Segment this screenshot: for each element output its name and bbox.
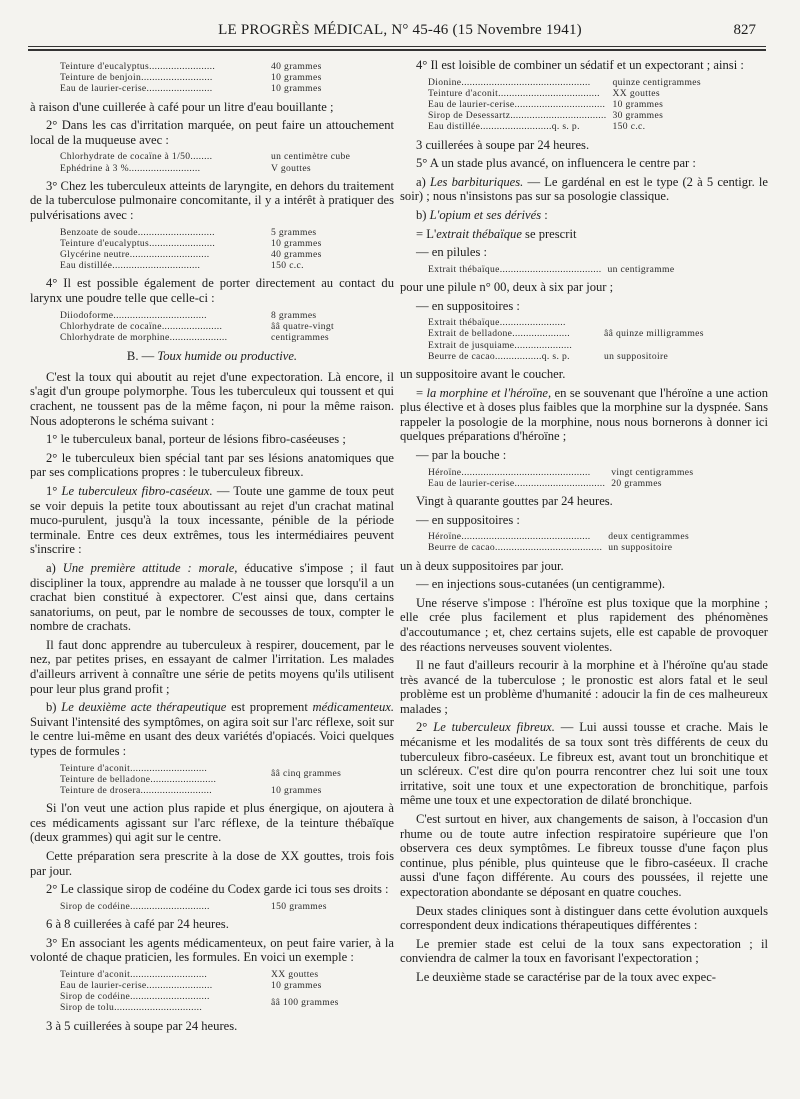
rx-quantity: 10 grammes <box>271 979 322 991</box>
page-header <box>0 18 800 42</box>
subtitle: Une première attitude : morale, <box>62 560 238 575</box>
rx-ingredient: Eau de laurier-cerise................................. <box>428 477 606 489</box>
subtitle: Les barbituriques. <box>429 174 524 189</box>
paragraph: — en pilules : <box>416 245 488 260</box>
prescription <box>30 61 394 95</box>
rx-quantity: 20 grammes <box>611 477 662 489</box>
header-rule <box>28 46 766 47</box>
paragraph <box>30 484 394 557</box>
text: — Toute une gamme de toux peut se voir depuis la petite toux aboutissant au rejet d'un crachat matinal muco-purulent, jusqu'à la toux incessante, pénible de la période terminale. Entre ces deux extrêmes, tous les intermédiaires peuvent s'inscrire : <box>30 483 394 557</box>
rx-quantity: 10 grammes <box>271 72 322 84</box>
text: est proprement <box>226 700 313 715</box>
paragraph: — en suppositoires : <box>416 298 520 313</box>
rx-ingredient: Teinture d'eucalyptus........................ <box>60 61 216 72</box>
rx-quantity: 5 grammes <box>271 226 317 238</box>
rx-quantity: 40 grammes <box>271 248 322 260</box>
prescription <box>400 317 768 362</box>
rx-ingredient: Teinture de drosera.......................... <box>60 785 213 797</box>
rx-ingredient: Teinture d'aconit............................ <box>60 968 208 980</box>
paragraph: un à deux suppositoires par jour. <box>400 558 564 573</box>
paragraph: 1° le tuberculeux banal, porteur de lésions fibro-caséeuses ; <box>46 432 346 447</box>
rx-quantity: 10 grammes <box>271 237 322 249</box>
rx-quantity: un centimètre cube <box>271 151 351 163</box>
paragraph: Le deuxième stade se caractérise par de la toux avec expec- <box>416 969 716 984</box>
prescription <box>30 227 394 272</box>
rx-quantity: XX gouttes <box>271 968 319 980</box>
text: Suivant l'intensité des symptômes, on agira soit sur l'arc réflexe, soit sur le centre lui-même en usant des deux variétés d'opiacés. Voici quelques types de formules : <box>30 714 394 759</box>
rx-ingredient: Eau de laurier-cerise........................ <box>60 979 213 991</box>
paragraph: Il ne faut d'ailleurs recourir à la morphine et à l'héroïne qu'au stade très avancé de la tuberculose ; le pronostic est alors fatal et le seul problème est un problème d'humanité : adoucir la fin de ces malheureux malades ; <box>400 658 768 716</box>
text: en se souvenant que l'héroïne a une action plus élective et à doses plus faibles que la morphine sur la dyspnée. Sans rappeler la posologie de la morphine, nous nous bornerons à donner ici quelques préparations d'héroïne ; <box>400 385 768 444</box>
rx-quantity: XX gouttes <box>612 87 660 99</box>
rx-quantity: centigrammes <box>271 331 330 343</box>
subtitle: Le tuberculeux fibreux. <box>433 720 555 735</box>
rx-ingredient: Héroïne............................................... <box>428 531 591 543</box>
paragraph: C'est surtout en hiver, aux changements de saison, à l'occasion d'un rhume ou de toute autre infection respiratoire supérieure que l'on observera ces deux symptômes. Le fibreux tousse d'une façon plus continue, plus pénible, plus quinteuse que le fibro-caséeux. Il crache aussi d'une façon différente. Au cours des poussées, il rejette une expectoration abondante se déposant en quatre couches. <box>400 812 768 899</box>
paragraph: — en suppositoires : <box>416 512 520 527</box>
paragraph: pour une pilule n° 00, deux à six par jour ; <box>400 279 614 294</box>
paragraph: — par la bouche : <box>416 447 507 462</box>
rx-ingredient: Sirop de codéine............................. <box>60 991 210 1003</box>
journal-title: LE PROGRÈS MÉDICAL, N° 45-46 (15 Novembre 1941) <box>218 22 582 38</box>
prescription <box>30 969 394 1014</box>
rx-ingredient: Teinture d'aconit............................ <box>60 762 208 774</box>
section-heading <box>30 349 394 364</box>
header-rule-thick <box>28 49 766 51</box>
prescription <box>30 151 394 173</box>
lead: b) <box>46 700 62 715</box>
paragraph <box>30 561 394 634</box>
paragraph: un suppositoire avant le coucher. <box>400 366 566 381</box>
rx-ingredient: Beurre de cacao....................................... <box>428 542 603 554</box>
subtitle: extrait thébaïque <box>436 226 522 241</box>
paragraph: 6 à 8 cuillerées à café par 24 heures. <box>46 917 229 931</box>
lead: 1° <box>46 483 62 498</box>
lead: b) <box>416 207 430 222</box>
paragraph <box>400 175 768 204</box>
text: éducative s'impose ; il faut discipliner la toux, apprendre au malade à ne tousser que lorsqu'il a un crachat bien constitué à expectorer. C'est ainsi que, dans certains sanatoriums, on peut, par le nombre de secousses de toux, compter le nombre de crachats. <box>30 560 394 634</box>
rx-quantity: 10 grammes <box>271 785 322 797</box>
rx-quantity: ââ 100 grammes <box>271 996 339 1008</box>
section-title: Toux humide ou productive. <box>157 349 298 364</box>
paragraph: 3 cuillerées à soupe par 24 heures. <box>416 137 590 152</box>
paragraph: 5° A un stade plus avancé, on influencera le centre par : <box>416 156 696 171</box>
paragraph: — en injections sous-cutanées (un centigramme). <box>416 577 665 592</box>
paragraph <box>400 227 768 242</box>
rx-quantity: ââ quinze milligrammes <box>604 328 704 340</box>
lead: a) <box>46 560 63 575</box>
rx-quantity: un centigramme <box>607 263 675 275</box>
rx-ingredient: Eau de laurier-cerise................................. <box>428 99 606 110</box>
paragraph <box>30 700 394 758</box>
prescription <box>400 264 768 275</box>
paragraph: à raison d'une cuillerée à café pour un litre d'eau bouillante ; <box>30 99 334 114</box>
paragraph: Cette préparation sera prescrite à la dose de XX gouttes, trois fois par jour. <box>30 849 394 878</box>
subtitle: Le deuxième acte thérapeutique <box>61 700 227 715</box>
paragraph: 3° Chez les tuberculeux atteints de laryngite, en dehors du traitement de la tuberculose pulmonaire concomitante, il y a intérêt à pratiquer des pulvérisations avec : <box>30 178 394 222</box>
paragraph: Il faut donc apprendre au tuberculeux à respirer, doucement, par le nez, par petites prises, en essayant de calmer l'irritation. Les malades d'ailleurs arrivent à connaître une série de petits moyens qu'ils utilisent pour leur plus grand profit ; <box>30 637 394 696</box>
rx-quantity: 150 c.c. <box>271 260 304 272</box>
rx-quantity: 30 grammes <box>612 110 664 122</box>
rx-ingredient: Sirop de tolu................................ <box>60 1002 203 1014</box>
rx-ingredient: Sirop de Desessartz................................... <box>428 110 607 122</box>
text: — Le gardénal en est le type (2 à 5 centigr. le soir) ; nous n'insistons pas sur sa posologie classique. <box>400 174 768 204</box>
subtitle: médicamenteux. <box>312 700 395 715</box>
prescription <box>400 531 768 553</box>
rx-ingredient: Teinture de belladone........................ <box>60 773 217 785</box>
paragraph: Le premier stade est celui de la toux sans expectoration ; il conviendra de calmer la toux en favorisant l'expectoration ; <box>400 936 768 966</box>
rx-ingredient: Extrait de belladone..................... <box>428 328 570 340</box>
rx-quantity: un suppositoire <box>608 542 673 554</box>
text: — Lui aussi tousse et crache. Mais le mécanisme et les modalités de sa toux sont très différents de ceux du tuberculeux fibro-caséeux. Le fibreux est, avant tout un bronchitique et un scléreux. C'est dire qu'on pourra rencontrer chez lui soit une toux irritative, soit une toux et une expectoration de bronchitique, parfois même une toux et une expectoration de dilaté bronchique. <box>400 720 768 808</box>
text: se prescrit <box>521 226 577 241</box>
text: : <box>541 207 548 222</box>
rx-quantity: 10 grammes <box>271 83 322 95</box>
paragraph: 2° le tuberculeux bien spécial tant par ses lésions anatomiques que par ses complications propres : le tuberculeux fibreux. <box>30 450 394 480</box>
rx-ingredient: Sirop de codéine............................. <box>60 900 210 912</box>
paragraph: C'est la toux qui aboutit au rejet d'une expectoration. Là encore, il s'agit d'un groupe polymorphe. Tous les tuberculeux qui toussent et qui crachent, ne toussent pas de la même façon, ni pour la même raison. Nous adopterons le schéma suivant : <box>30 369 394 428</box>
subtitle: Le tuberculeux fibro-caséeux. <box>61 483 213 498</box>
subtitle: la morphine et l'héroïne, <box>426 385 552 400</box>
prescription <box>30 901 394 912</box>
rx-quantity: 150 c.c. <box>612 121 646 133</box>
prescription <box>400 467 768 489</box>
right-column <box>400 58 768 989</box>
rx-ingredient: Eau de laurier-cerise........................ <box>60 83 213 95</box>
rx-ingredient: Teinture d'aconit..................................... <box>428 87 600 99</box>
rx-ingredient: Ephédrine à 3 %.......................... <box>60 162 201 174</box>
rx-quantity: quinze centigrammes <box>612 76 701 88</box>
rx-ingredient: Teinture d'eucalyptus........................ <box>60 237 216 249</box>
paragraph: Vingt à quarante gouttes par 24 heures. <box>416 493 613 508</box>
page-number: 827 <box>733 22 756 38</box>
rx-quantity: 40 grammes <box>271 61 322 72</box>
rx-ingredient: Eau distillée................................ <box>60 260 201 272</box>
rx-ingredient: Héroïne............................................... <box>428 466 591 478</box>
left-column <box>30 58 394 1037</box>
paragraph <box>400 208 768 223</box>
rx-ingredient: Eau distillée..........................q. s. p. <box>428 121 580 133</box>
rx-ingredient: Chlorhydrate de morphine..................... <box>60 331 228 343</box>
rx-ingredient: Extrait de jusquiame..................... <box>428 339 573 351</box>
rx-quantity: 8 grammes <box>271 309 317 321</box>
rx-quantity: ââ quatre-vingt <box>271 320 335 332</box>
rx-ingredient: Teinture de benjoin.......................... <box>60 72 213 84</box>
lead: 2° <box>416 720 434 735</box>
paragraph: Deux stades cliniques sont à distinguer dans cette évolution auxquels correspondent deux indications thérapeutiques différentes : <box>400 903 768 933</box>
rx-quantity: vingt centigrammes <box>611 466 694 478</box>
prescription <box>30 310 394 344</box>
paragraph: 2° Dans les cas d'irritation marquée, on peut faire un attouchement local de la muqueuse avec : <box>30 118 394 147</box>
paragraph: Une réserve s'impose : l'héroïne est plus toxique que la morphine ; elle crée plus facilement et plus rapidement des phénomènes d'accoutumance ; et, chez certains sujets, elle est capable de provoquer des réactions nerveuses souvent violentes. <box>400 595 768 654</box>
rx-ingredient: Beurre de cacao.................q. s. p. <box>428 350 570 362</box>
prescription <box>400 77 768 133</box>
paragraph: 3 à 5 cuillerées à soupe par 24 heures. <box>46 1018 238 1033</box>
paragraph: 4° Il est loisible de combiner un sédatif et un expectorant ; ainsi : <box>416 58 744 72</box>
paragraph: Si l'on veut une action plus rapide et plus énergique, on ajoutera à ces médicaments agissant sur l'arc réflexe, de la teinture thébaïque (deux grammes) qui agit sur le centre. <box>30 801 394 845</box>
rx-ingredient: Chlorhydrate de cocaïne...................... <box>60 320 223 332</box>
rx-quantity: V gouttes <box>271 162 312 174</box>
lead: = L' <box>416 226 437 241</box>
rx-ingredient: Dionine............................................... <box>428 76 591 88</box>
rx-ingredient: Diiodoforme.................................. <box>60 309 207 321</box>
paragraph <box>400 386 768 444</box>
rx-ingredient: Glycérine neutre............................. <box>60 248 210 260</box>
paragraph: 4° Il est possible également de porter directement au contact du larynx une poudre telle que celle-ci : <box>30 276 394 305</box>
rx-ingredient: Benzoate de soude............................ <box>60 226 215 238</box>
rx-ingredient: Extrait thébaïque........................ <box>428 317 566 329</box>
section-prefix: B. — <box>126 349 158 364</box>
lead: = <box>416 385 427 400</box>
rx-quantity: deux centigrammes <box>608 531 690 543</box>
rx-quantity: ââ cinq grammes <box>271 768 342 780</box>
rx-ingredient: Chlorhydrate de cocaïne à 1/50........ <box>60 151 213 163</box>
lead: a) <box>416 174 430 189</box>
subtitle: L'opium et ses dérivés <box>429 207 542 222</box>
prescription <box>30 763 394 797</box>
paragraph <box>400 720 768 808</box>
paragraph: 2° Le classique sirop de codéine du Codex garde ici tous ses droits : <box>46 882 389 897</box>
paragraph: 3° En associant les agents médicamenteux, on peut faire varier, à la volonté de chaque praticien, les formules. En voici un exemple : <box>30 935 394 965</box>
rx-quantity: un suppositoire <box>604 350 669 362</box>
rx-quantity: 10 grammes <box>612 99 664 110</box>
rx-ingredient: Extrait thébaïque..................................... <box>428 263 602 275</box>
rx-quantity: 150 grammes <box>271 900 327 912</box>
